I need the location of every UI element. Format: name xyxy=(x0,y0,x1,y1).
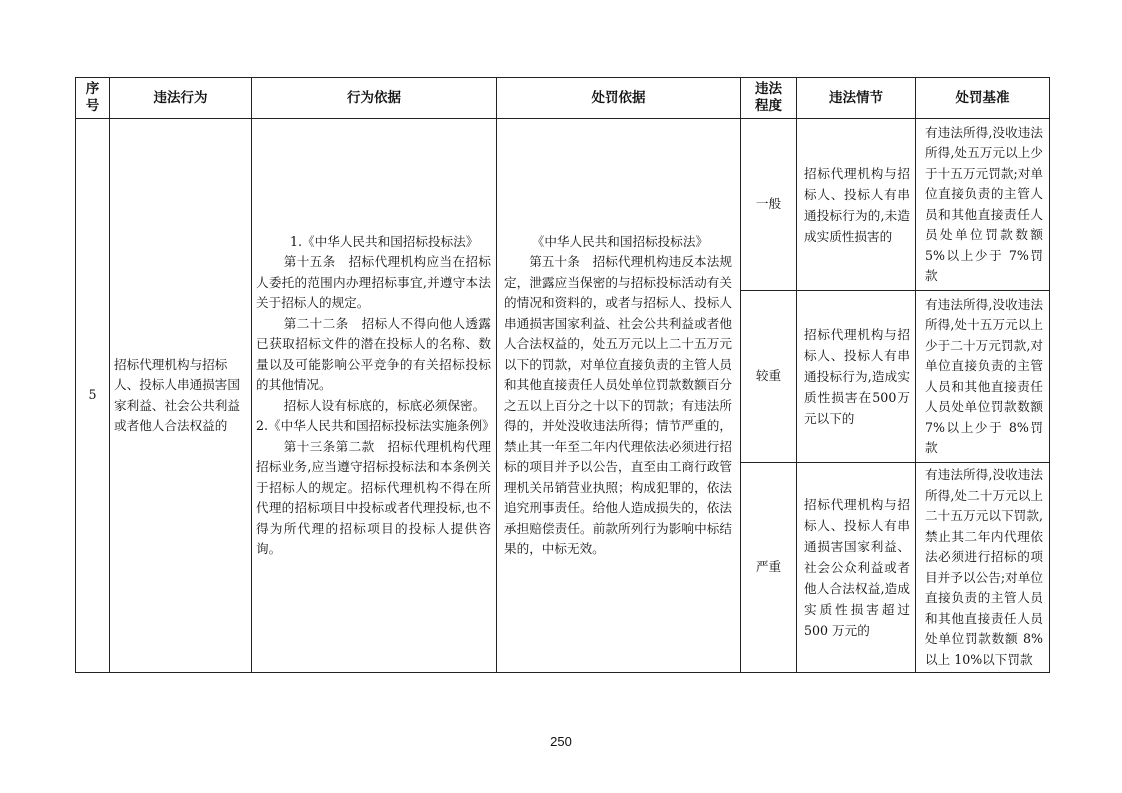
basis-article-22: 第二十二条 招标人不得向他人透露已获取招标文件的潜在投标人的名称、数量以及可能影响公平竞争的有关招标投标的其他情况。 xyxy=(256,315,491,392)
penalty-law-title: 《中华人民共和国招标投标法》 xyxy=(531,233,709,249)
circumstance-serious: 招标代理机构与招标人、投标人有串通投标行为,造成实质性损害在500万元以下的 xyxy=(797,291,916,463)
basis-regulation-title: 2.《中华人民共和国招标投标法实施条例》 xyxy=(256,418,495,433)
degree-general: 一般 xyxy=(741,119,797,291)
header-seq: 序号 xyxy=(76,78,110,119)
header-behavior: 违法行为 xyxy=(110,78,252,119)
header-row xyxy=(76,78,1050,119)
behavior-cell: 招标代理机构与招标人、投标人串通损害国家利益、社会公共利益或者他人合法权益的 xyxy=(110,119,252,673)
penalty-basis-cell xyxy=(497,119,741,673)
seq-cell: 5 xyxy=(76,119,110,673)
basis-law-title: 1.《中华人民共和国招标投标法》 xyxy=(290,233,479,249)
basis-article-15: 第十五条 招标代理机构应当在招标人委托的范围内办理招标事宜,并遵守本法关于招标人的规定。 xyxy=(256,254,491,310)
standard-serious: 有违法所得,没收违法所得,处十五万元以上少于二十万元罚款,对单位直接负责的主管人员和其他直接责任人员处单位罚款数额 7%以上少于 8%罚款 xyxy=(916,291,1050,463)
header-basis: 行为依据 xyxy=(252,78,497,119)
header-standard: 处罚基准 xyxy=(916,78,1050,119)
standard-general: 有违法所得,没收违法所得,处五万元以上少于十五万元罚款;对单位直接负责的主管人员和其他直接责任人员处单位罚款数额 5%以上少于 7%罚款 xyxy=(916,119,1050,291)
table-row xyxy=(76,119,1050,291)
page-number: 250 xyxy=(550,734,572,749)
degree-severe: 严重 xyxy=(741,463,797,673)
circumstance-severe: 招标代理机构与招标人、投标人有串通损害国家利益、社会公众利益或者他人合法权益,造成实质性损害超过 500 万元的 xyxy=(797,463,916,673)
standard-severe: 有违法所得,没收违法所得,处二十万元以上二十五万元以下罚款,禁止其二年内代理依法必须进行招标的项目并予以公告;对单位直接负责的主管人员和其他直接责任人员处单位罚款数额 8%以上 10%以下罚款 xyxy=(916,463,1050,673)
header-circumstance: 违法情节 xyxy=(797,78,916,119)
penalty-article-50: 第五十条 招标代理机构违反本法规定，泄露应当保密的与招标投标活动有关的情况和资料的，或者与招标人、投标人串通损害国家利益、社会公共利益或者他人合法权益的，处五万元以上二十五万元以下的罚款，对单位直接负责的主管人员和其他直接责任人员处单位罚款数额百分之五以上百分之十以下的罚款；有违法所得的，并处没收违法所得；情节严重的，禁止其一年至二年内代理依法必须进行招标的项目并予以公告，直至由工商行政管理机关吊销营业执照；构成犯罪的，依法追究刑事责任。给他人造成损失的，依法承担赔偿责任。前款所列行为影响中标结果的，中标无效。 xyxy=(504,254,732,556)
basis-bid-secret: 招标人设有标底的，标底必须保密。 xyxy=(283,397,486,413)
header-penalty-basis: 处罚依据 xyxy=(497,78,741,119)
basis-article-13: 第十三条第二款 招标代理机构代理招标业务,应当遵守招标投标法和本条例关于招标人的规定。招标代理机构不得在所代理的招标项目中投标或者代理投标,也不得为所代理的招标项目的投标人提供咨询。 xyxy=(256,438,491,556)
basis-cell xyxy=(252,119,497,673)
circumstance-general: 招标代理机构与招标人、投标人有串通投标行为的,未造成实质性损害的 xyxy=(797,119,916,291)
penalty-standard-table xyxy=(75,77,1050,673)
degree-serious: 较重 xyxy=(741,291,797,463)
header-degree: 违法程度 xyxy=(741,78,797,119)
